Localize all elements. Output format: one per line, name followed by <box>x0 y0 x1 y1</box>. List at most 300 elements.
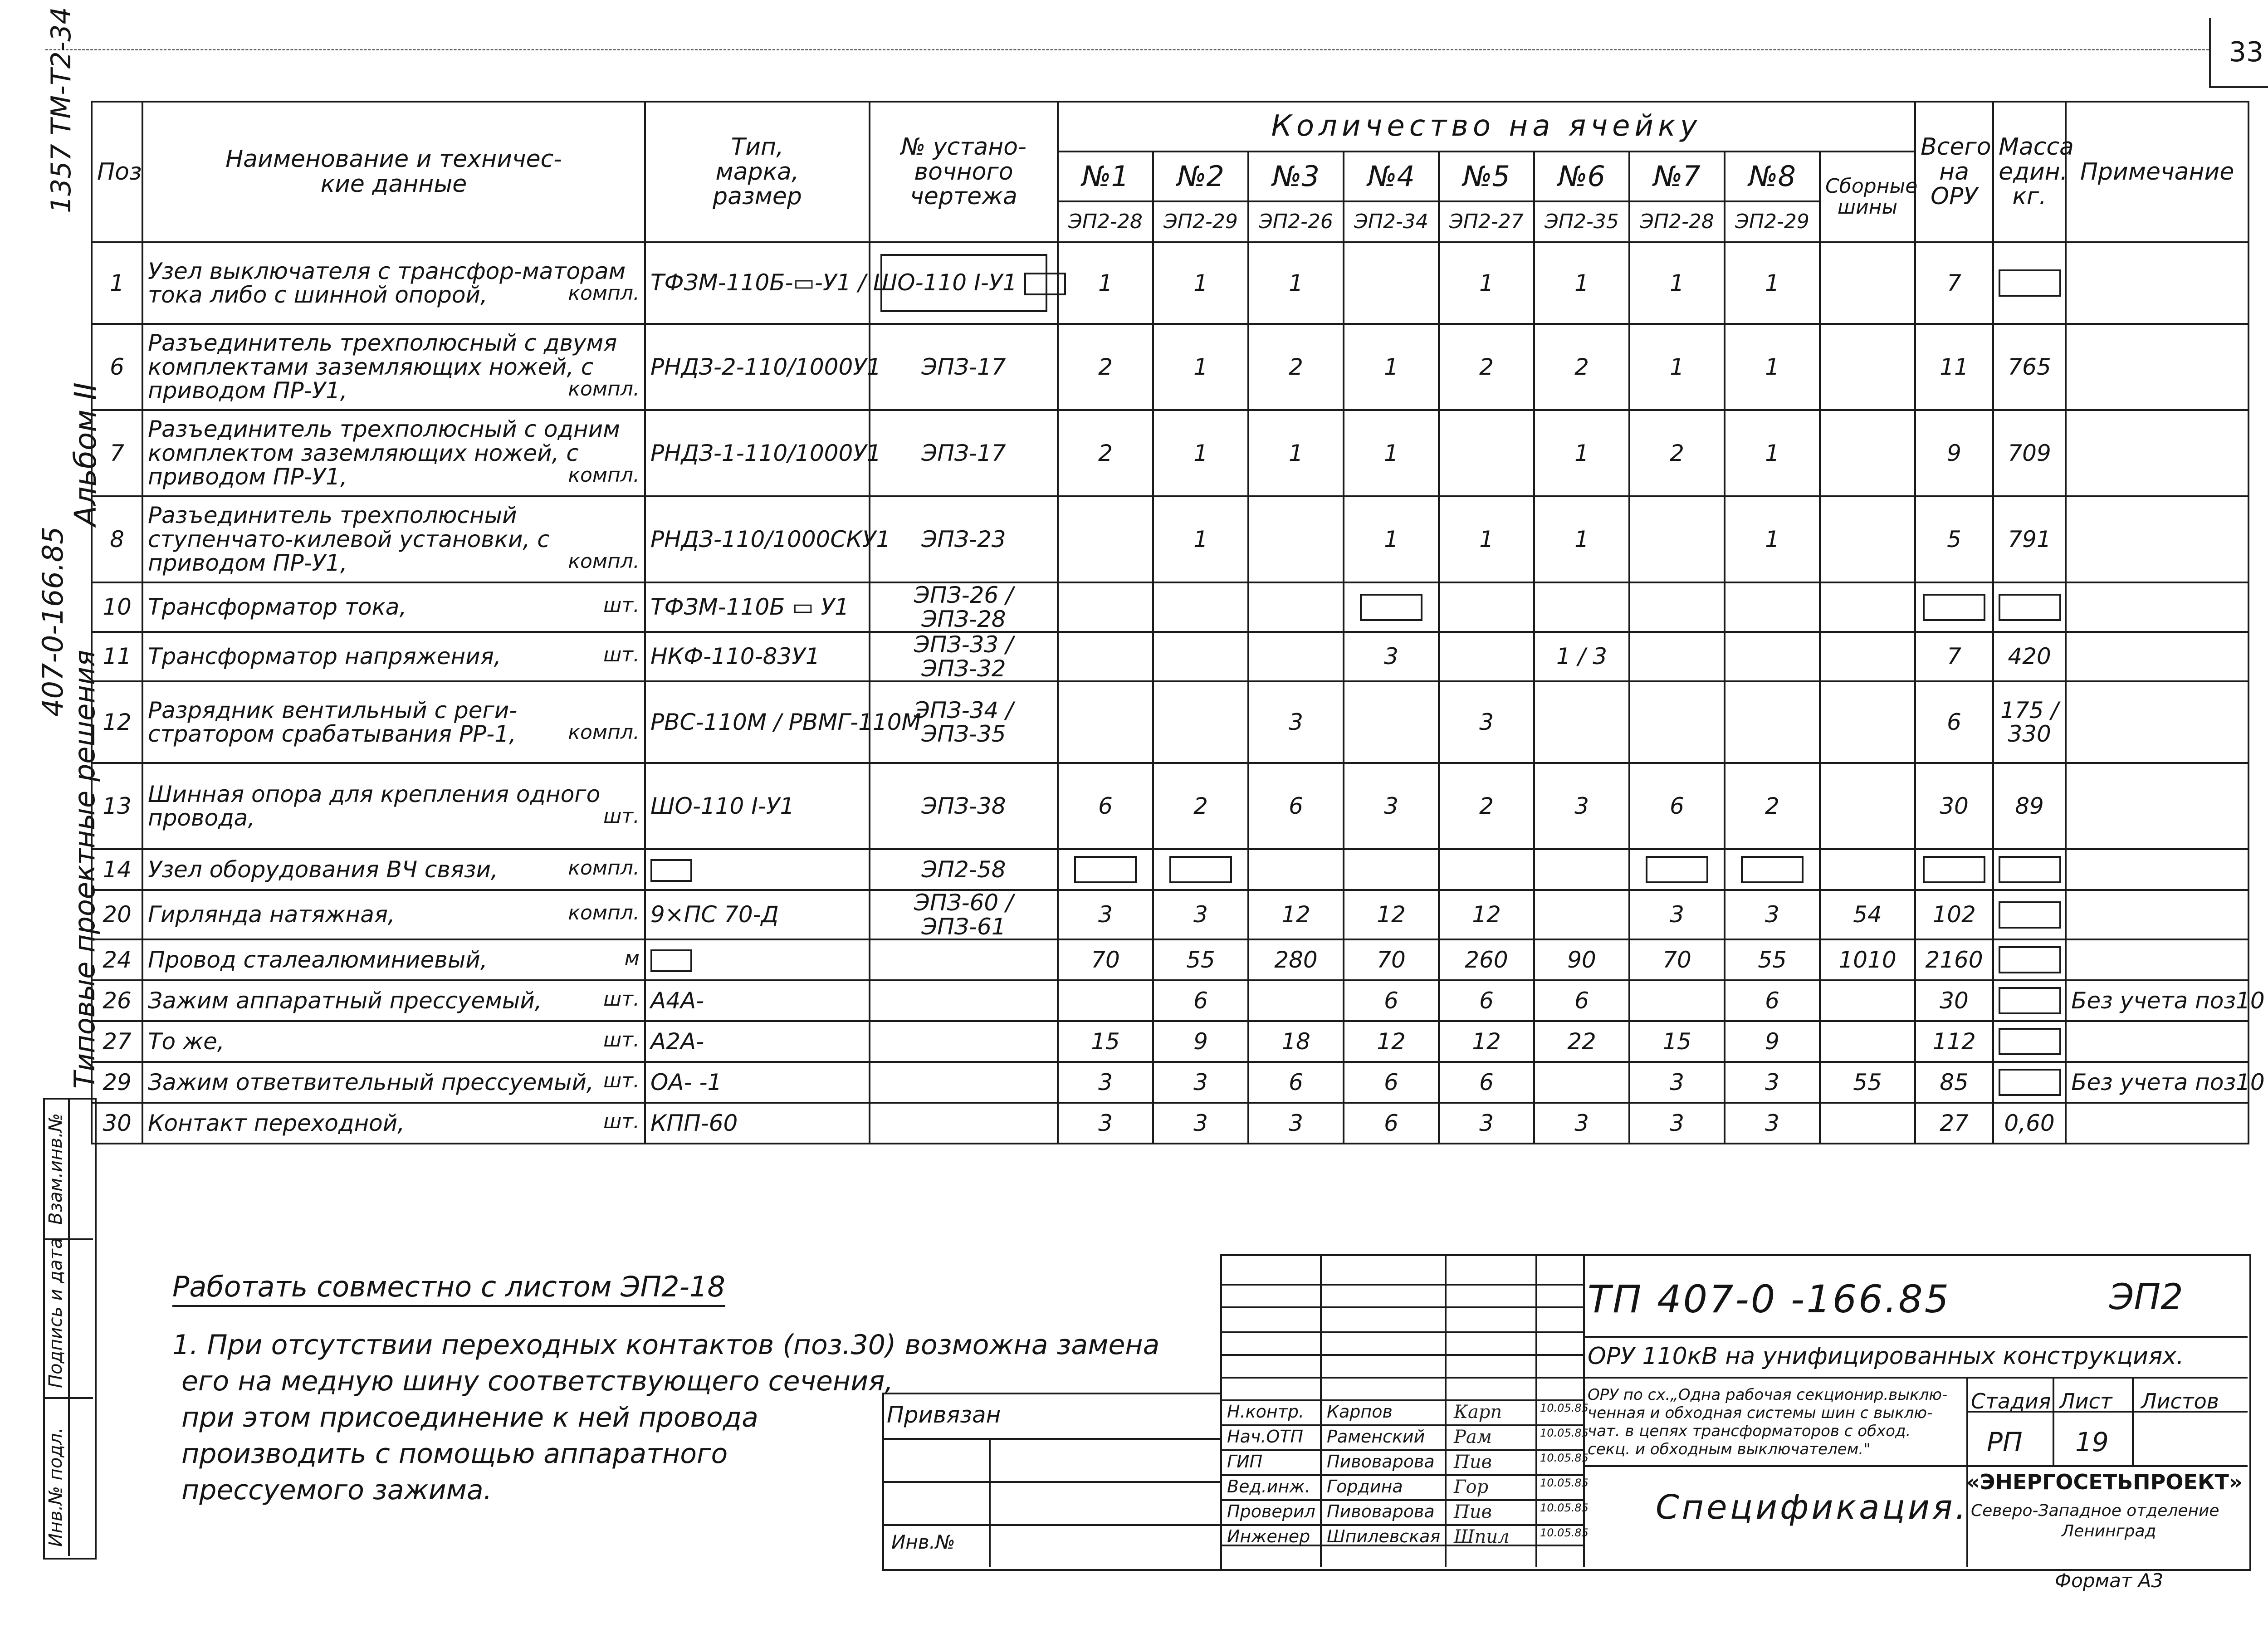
row-type <box>645 324 881 410</box>
row-note <box>2066 1021 2248 1062</box>
row-qty-3: 12 <box>1248 890 1344 939</box>
title-block-rule <box>1966 1377 2248 1379</box>
row-name-text: Гирлянда натяжная, <box>148 901 395 928</box>
row-drawing: ЭПЗ-17 <box>870 324 1058 410</box>
row-qty-7: 3 <box>1629 1062 1725 1103</box>
header-note: Примечание <box>2066 102 2248 242</box>
row-qty-8 <box>1725 582 1820 632</box>
row-pos: 8 <box>92 496 142 582</box>
row-qty-5: 3 <box>1439 681 1534 763</box>
row-drawing <box>870 939 1058 980</box>
row-qty-2: 1 <box>1153 496 1248 582</box>
row-qty-4: 1 <box>1344 410 1439 496</box>
row-qty-6: 1 <box>1534 410 1629 496</box>
table-row <box>92 410 2248 496</box>
row-type <box>645 980 870 1021</box>
row-qty-8: 1 <box>1725 242 1820 324</box>
row-qty-8: 1 <box>1725 410 1820 496</box>
row-drawing: ЭПЗ-23 <box>870 496 1058 582</box>
specification-table <box>91 101 2265 1144</box>
title-block-rule <box>1966 1377 1968 1467</box>
title-block-rule <box>1220 1377 1583 1379</box>
row-qty-1: 3 <box>1058 1062 1153 1103</box>
header-cell-8: №8 <box>1725 152 1820 201</box>
row-pos: 24 <box>92 939 142 980</box>
sheet-value: 19 <box>2075 1427 2109 1457</box>
scheme-line-2: ченная и обходная системы шин с выклю- <box>1588 1404 1933 1422</box>
row-qty-6: 1 <box>1534 496 1629 582</box>
row-qty-3 <box>1248 582 1344 632</box>
row-mass: 420 <box>1993 632 2066 681</box>
row-type-text: А4А- <box>650 987 704 1014</box>
row-qty-7: 1 <box>1629 242 1725 324</box>
row-qty-1 <box>1058 496 1153 582</box>
row-qty-4: 12 <box>1344 890 1439 939</box>
row-name-text: Провод сталеалюминиевый, <box>148 946 488 973</box>
row-mass: 709 <box>1993 410 2066 496</box>
row-total: 27 <box>1915 1103 1993 1144</box>
row-qty-6: 22 <box>1534 1021 1629 1062</box>
row-total: 30 <box>1915 763 1993 849</box>
row-note <box>2066 939 2248 980</box>
header-drawing: № устано- вочного чертежа <box>870 102 1058 242</box>
row-qty-7: 15 <box>1629 1021 1725 1062</box>
row-type-text: РНДЗ-110/1000СКУ1 <box>650 526 891 553</box>
row-qty-1: 3 <box>1058 1103 1153 1144</box>
row-qty-8: 3 <box>1725 1062 1820 1103</box>
row-qty-5: 12 <box>1439 890 1534 939</box>
row-qty-8 <box>1725 681 1820 763</box>
row-total: 102 <box>1915 890 1993 939</box>
row-pos: 6 <box>92 324 142 410</box>
staff-sign: Карп <box>1454 1402 1502 1423</box>
row-qty-9: 55 <box>1820 1062 1915 1103</box>
row-note <box>2066 763 2248 849</box>
row-name <box>142 410 645 496</box>
row-qty-1 <box>1058 582 1153 632</box>
row-qty-1: 70 <box>1058 939 1153 980</box>
row-type <box>645 890 870 939</box>
row-mass <box>1993 849 2066 890</box>
row-qty-4: 70 <box>1344 939 1439 980</box>
header-cell-2: №2 <box>1153 152 1248 201</box>
row-pos: 12 <box>92 681 142 763</box>
row-qty-8: 1 <box>1725 324 1820 410</box>
row-qty-6: 2 <box>1534 324 1629 410</box>
blank-field <box>1999 1069 2061 1096</box>
row-qty-8: 1 <box>1725 496 1820 582</box>
title-block-rule <box>1220 1449 1583 1451</box>
row-type <box>645 242 1017 324</box>
note-line-1: 1. При отсутствии переходных контактов (поз.30) возможна замена <box>172 1329 1160 1361</box>
row-qty-4: 1 <box>1344 496 1439 582</box>
row-note <box>2066 582 2248 632</box>
row-name <box>142 763 645 849</box>
row-unit: шт. <box>603 805 640 828</box>
row-qty-5: 6 <box>1439 980 1534 1021</box>
row-qty-2 <box>1153 849 1248 890</box>
title-block-rule <box>2053 1377 2054 1465</box>
staff-date: 10.05.85 <box>1540 1477 1589 1489</box>
row-type-text: ШО-110 I-У1 <box>650 792 795 819</box>
row-mass <box>1993 582 2066 632</box>
row-total <box>1915 582 1993 632</box>
row-drawing: ЭП2-58 <box>870 849 1058 890</box>
row-mass <box>1993 890 2066 939</box>
row-qty-7 <box>1629 582 1725 632</box>
row-qty-6: 6 <box>1534 980 1629 1021</box>
blank-field <box>1741 856 1804 883</box>
row-type-text: РНДЗ-1-110/1000У1 <box>650 440 881 466</box>
row-qty-3: 3 <box>1248 681 1344 763</box>
row-name-text: Узел выключателя с трансфор-маторам тока либо с шинной опорой, <box>148 258 626 308</box>
row-total: 7 <box>1915 242 1993 324</box>
row-qty-9 <box>1820 582 1915 632</box>
row-qty-5: 1 <box>1439 496 1534 582</box>
staff-role: Вед.инж. <box>1227 1477 1310 1496</box>
row-pos: 13 <box>92 763 142 849</box>
row-unit: м <box>624 946 640 970</box>
row-qty-6: 1 / 3 <box>1534 632 1629 681</box>
row-qty-4: 1 <box>1344 324 1439 410</box>
row-mass: 765 <box>1993 324 2066 410</box>
scheme-line-3: чат. в цепях трансформаторов с обход. <box>1588 1422 1911 1440</box>
row-name <box>142 1062 645 1103</box>
blank-field <box>1999 856 2061 883</box>
row-qty-4 <box>1344 681 1439 763</box>
blank-field <box>1169 856 1232 883</box>
row-qty-9 <box>1820 1103 1915 1144</box>
row-total: 7 <box>1915 632 1993 681</box>
row-type <box>645 1062 870 1103</box>
row-type-text: ТФЗМ-110Б-▭-У1 / ШО-110 I-У1 <box>650 269 1017 296</box>
row-qty-1: 3 <box>1058 890 1153 939</box>
row-name-text: Трансформатор тока, <box>148 594 407 621</box>
row-qty-4: 12 <box>1344 1021 1439 1062</box>
row-qty-9 <box>1820 242 1915 324</box>
sidebar-series: 407-0-166.85 <box>36 526 69 717</box>
row-unit: компл. <box>568 464 640 487</box>
row-name-text: Зажим ответвительный прессуемый, <box>148 1069 594 1095</box>
strip-rule-2 <box>43 1397 93 1399</box>
header-cell-drawing-1: ЭП2-28 <box>1058 201 1153 242</box>
header-cell-drawing-7: ЭП2-28 <box>1629 201 1725 242</box>
table-row <box>92 890 2248 939</box>
row-qty-6: 1 <box>1534 242 1629 324</box>
row-type-text: 9×ПС 70-Д <box>650 901 779 928</box>
row-qty-9 <box>1820 410 1915 496</box>
staff-sign: Рам <box>1454 1427 1492 1447</box>
row-note <box>2066 890 2248 939</box>
row-qty-2 <box>1153 681 1248 763</box>
row-type-text: НКФ-110-83У1 <box>650 643 820 670</box>
header-bus: Сборные шины <box>1820 152 1915 242</box>
row-type <box>645 632 870 681</box>
row-qty-5 <box>1439 410 1534 496</box>
row-qty-3 <box>1248 849 1344 890</box>
row-unit: компл. <box>568 282 640 305</box>
header-pos: Поз <box>92 102 142 242</box>
row-qty-4: 6 <box>1344 1103 1439 1144</box>
row-qty-1 <box>1058 632 1153 681</box>
row-qty-8: 3 <box>1725 1103 1820 1144</box>
header-cell-drawing-8: ЭП2-29 <box>1725 201 1820 242</box>
title-block-rule <box>1583 1465 2248 1467</box>
blank-field <box>1999 987 2061 1014</box>
row-total <box>1915 849 1993 890</box>
row-total: 30 <box>1915 980 1993 1021</box>
row-name <box>142 980 645 1021</box>
row-note: Без учета поз10 <box>2066 1062 2248 1103</box>
header-cell-7: №7 <box>1629 152 1725 201</box>
org-city: Ленинград <box>2062 1522 2156 1540</box>
row-qty-2: 3 <box>1153 1062 1248 1103</box>
row-qty-6 <box>1534 582 1629 632</box>
paper-format: Формат А3 <box>2055 1570 2164 1592</box>
staff-role: ГИП <box>1227 1452 1263 1472</box>
row-name-text: Разъединитель трехполюсный с двумя комплектами заземляющих ножей, с приводом ПР-У1, <box>148 330 617 404</box>
blank-field <box>1646 856 1708 883</box>
row-note <box>2066 242 2248 324</box>
row-qty-3 <box>1248 980 1344 1021</box>
row-name-text: Трансформатор напряжения, <box>148 643 501 670</box>
staff-date: 10.05.85 <box>1540 1427 1589 1439</box>
row-pos: 26 <box>92 980 142 1021</box>
row-drawing <box>870 1062 1058 1103</box>
title-block-rule <box>1220 1306 1583 1308</box>
row-qty-2: 9 <box>1153 1021 1248 1062</box>
row-mass: 0,60 <box>1993 1103 2066 1144</box>
row-qty-7: 2 <box>1629 410 1725 496</box>
staff-role: Проверил <box>1227 1501 1315 1521</box>
staff-name: Пивоварова <box>1327 1501 1435 1521</box>
staff-date: 10.05.85 <box>1540 1526 1589 1539</box>
row-qty-9: 1010 <box>1820 939 1915 980</box>
row-drawing <box>870 1103 1058 1144</box>
row-type <box>645 496 891 582</box>
binding-vrule <box>989 1438 991 1567</box>
row-qty-2 <box>1153 632 1248 681</box>
row-type <box>645 681 921 763</box>
row-type-text: РНДЗ-2-110/1000У1 <box>650 353 881 380</box>
row-qty-4 <box>1344 849 1439 890</box>
header-mass: Масса един. кг. <box>1993 102 2066 242</box>
table-row <box>92 849 2248 890</box>
row-qty-3: 6 <box>1248 763 1344 849</box>
staff-sign: Пив <box>1454 1501 1492 1522</box>
header-cell-1: №1 <box>1058 152 1153 201</box>
row-qty-4 <box>1344 582 1439 632</box>
row-qty-2: 1 <box>1153 410 1248 496</box>
row-type <box>645 1021 870 1062</box>
row-pos: 11 <box>92 632 142 681</box>
row-pos: 30 <box>92 1103 142 1144</box>
row-qty-2: 6 <box>1153 980 1248 1021</box>
row-mass <box>1993 939 2066 980</box>
row-qty-3: 3 <box>1248 1103 1344 1144</box>
row-mass <box>1993 1062 2066 1103</box>
row-unit: компл. <box>568 550 640 573</box>
row-qty-9 <box>1820 496 1915 582</box>
staff-role: Нач.ОТП <box>1227 1427 1304 1447</box>
row-type <box>645 849 870 890</box>
note-line-4: производить с помощью аппаратного <box>181 1438 728 1470</box>
blank-field <box>1360 594 1422 621</box>
row-qty-5 <box>1439 632 1534 681</box>
row-qty-5: 3 <box>1439 1103 1534 1144</box>
row-note <box>2066 324 2248 410</box>
row-pos: 29 <box>92 1062 142 1103</box>
row-qty-6: 90 <box>1534 939 1629 980</box>
row-unit: шт. <box>603 643 640 667</box>
staff-sign: Шпил <box>1454 1526 1510 1547</box>
row-name-text: Разъединитель трехполюсный ступенчато-килевой установки, с приводом ПР-У1, <box>148 502 550 577</box>
staff-date: 10.05.85 <box>1540 1501 1589 1514</box>
row-qty-6: 3 <box>1534 1103 1629 1144</box>
row-type-text: А2А- <box>650 1028 704 1055</box>
row-note: Без учета поз10 <box>2066 980 2248 1021</box>
row-qty-4 <box>1344 242 1439 324</box>
row-qty-5: 260 <box>1439 939 1534 980</box>
row-qty-8: 6 <box>1725 980 1820 1021</box>
row-note <box>2066 681 2248 763</box>
sidebar-doc-code: 1357 ТМ-Т2-34 <box>45 7 77 213</box>
row-qty-5: 1 <box>1439 242 1534 324</box>
row-qty-1: 15 <box>1058 1021 1153 1062</box>
header-type: Тип, марка, размер <box>645 102 870 242</box>
header-cell-5: №5 <box>1439 152 1534 201</box>
row-name-text: Шинная опора для крепления одного провода, <box>148 781 601 831</box>
header-cell-drawing-4: ЭП2-34 <box>1344 201 1439 242</box>
row-name-text: Узел оборудования ВЧ связи, <box>148 856 498 883</box>
project-name: ОРУ 110кВ на унифицированных конструкциях. <box>1588 1343 2184 1370</box>
table-row <box>92 324 2248 410</box>
sidebar-album: Альбом II <box>68 382 103 526</box>
row-qty-1: 2 <box>1058 324 1153 410</box>
row-qty-1 <box>1058 681 1153 763</box>
row-type <box>645 763 870 849</box>
title-block-rule <box>1445 1254 1447 1567</box>
row-unit: компл. <box>568 721 640 744</box>
row-unit: компл. <box>568 856 640 880</box>
row-name <box>142 496 645 582</box>
row-qty-5: 6 <box>1439 1062 1534 1103</box>
row-qty-2: 1 <box>1153 324 1248 410</box>
blank-field <box>650 859 692 882</box>
row-qty-3 <box>1248 632 1344 681</box>
note-line-5: прессуемого зажима. <box>181 1474 492 1506</box>
header-cell-drawing-2: ЭП2-29 <box>1153 201 1248 242</box>
table-row <box>92 939 2248 980</box>
table-row <box>92 496 2248 582</box>
blank-field <box>880 254 1047 312</box>
header-quantity: Количество на ячейку <box>1058 102 1915 152</box>
row-qty-3: 280 <box>1248 939 1344 980</box>
sidebar-strip-divider <box>68 1098 70 1556</box>
row-mass <box>1993 242 2066 324</box>
table-row <box>92 763 2248 849</box>
row-qty-1: 6 <box>1058 763 1153 849</box>
row-qty-4: 6 <box>1344 1062 1439 1103</box>
blank-field <box>1999 594 2061 621</box>
staff-name: Шпилевская <box>1327 1526 1441 1546</box>
table-row <box>92 582 2248 632</box>
inv-label: Инв.№ <box>891 1531 955 1553</box>
row-qty-3: 1 <box>1248 410 1344 496</box>
staff-date: 10.05.85 <box>1540 1452 1589 1464</box>
row-drawing <box>870 980 1058 1021</box>
row-qty-4: 3 <box>1344 632 1439 681</box>
title-block-rule <box>1220 1331 1583 1333</box>
title-block-rule <box>1220 1474 1583 1476</box>
row-total: 5 <box>1915 496 1993 582</box>
row-qty-6 <box>1534 681 1629 763</box>
sheet-code: ЭП2 <box>2109 1277 2183 1318</box>
row-qty-3: 1 <box>1248 242 1344 324</box>
row-drawing: ЭПЗ-26 / ЭПЗ-28 <box>870 582 1058 632</box>
work-together-note: Работать совместно с листом ЭП2-18 <box>172 1270 725 1307</box>
row-qty-7 <box>1629 849 1725 890</box>
scheme-line-4: секц. и обходным выключателем." <box>1588 1440 1871 1458</box>
row-mass: 89 <box>1993 763 2066 849</box>
row-qty-8 <box>1725 632 1820 681</box>
row-qty-1 <box>1058 980 1153 1021</box>
title-block-rule <box>1220 1399 1583 1401</box>
row-total: 11 <box>1915 324 1993 410</box>
row-qty-7: 1 <box>1629 324 1725 410</box>
row-name <box>142 324 645 410</box>
row-name <box>142 1103 645 1144</box>
row-qty-2 <box>1153 582 1248 632</box>
row-qty-8: 2 <box>1725 763 1820 849</box>
row-qty-6 <box>1534 849 1629 890</box>
title-block-rule <box>1220 1499 1583 1501</box>
blank-field <box>1999 1028 2061 1055</box>
row-drawing: ЭПЗ-17 <box>870 410 1058 496</box>
row-type-text: ОА- -1 <box>650 1069 722 1095</box>
stage-label: Стадия <box>1971 1389 2051 1413</box>
row-drawing: ЭПЗ-34 / ЭПЗ-35 <box>870 681 1058 763</box>
title-block-rule <box>1320 1254 1322 1567</box>
blank-field <box>650 949 692 972</box>
table-row <box>92 1062 2248 1103</box>
row-pos: 14 <box>92 849 142 890</box>
table-row <box>92 1021 2248 1062</box>
row-qty-3: 2 <box>1248 324 1344 410</box>
staff-name: Карпов <box>1327 1402 1393 1422</box>
row-pos: 1 <box>92 242 142 324</box>
row-name-text: Зажим аппаратный прессуемый, <box>148 987 542 1014</box>
row-qty-7: 3 <box>1629 890 1725 939</box>
sidebar-podpis: Подпись и дата <box>45 1237 66 1388</box>
page-number: 33 <box>2209 18 2268 88</box>
sheet-label: Лист <box>2059 1389 2112 1413</box>
row-qty-3: 18 <box>1248 1021 1344 1062</box>
row-qty-6 <box>1534 1062 1629 1103</box>
header-cell-4: №4 <box>1344 152 1439 201</box>
row-qty-1 <box>1058 849 1153 890</box>
staff-role: Инженер <box>1227 1526 1310 1546</box>
row-qty-9 <box>1820 1021 1915 1062</box>
row-note <box>2066 1103 2248 1144</box>
header-cell-drawing-5: ЭП2-27 <box>1439 201 1534 242</box>
row-name <box>142 242 645 324</box>
row-name <box>142 681 645 763</box>
row-qty-1: 2 <box>1058 410 1153 496</box>
row-unit: шт. <box>603 594 640 617</box>
title-block-rule <box>1535 1254 1537 1567</box>
blank-field <box>1999 901 2061 929</box>
